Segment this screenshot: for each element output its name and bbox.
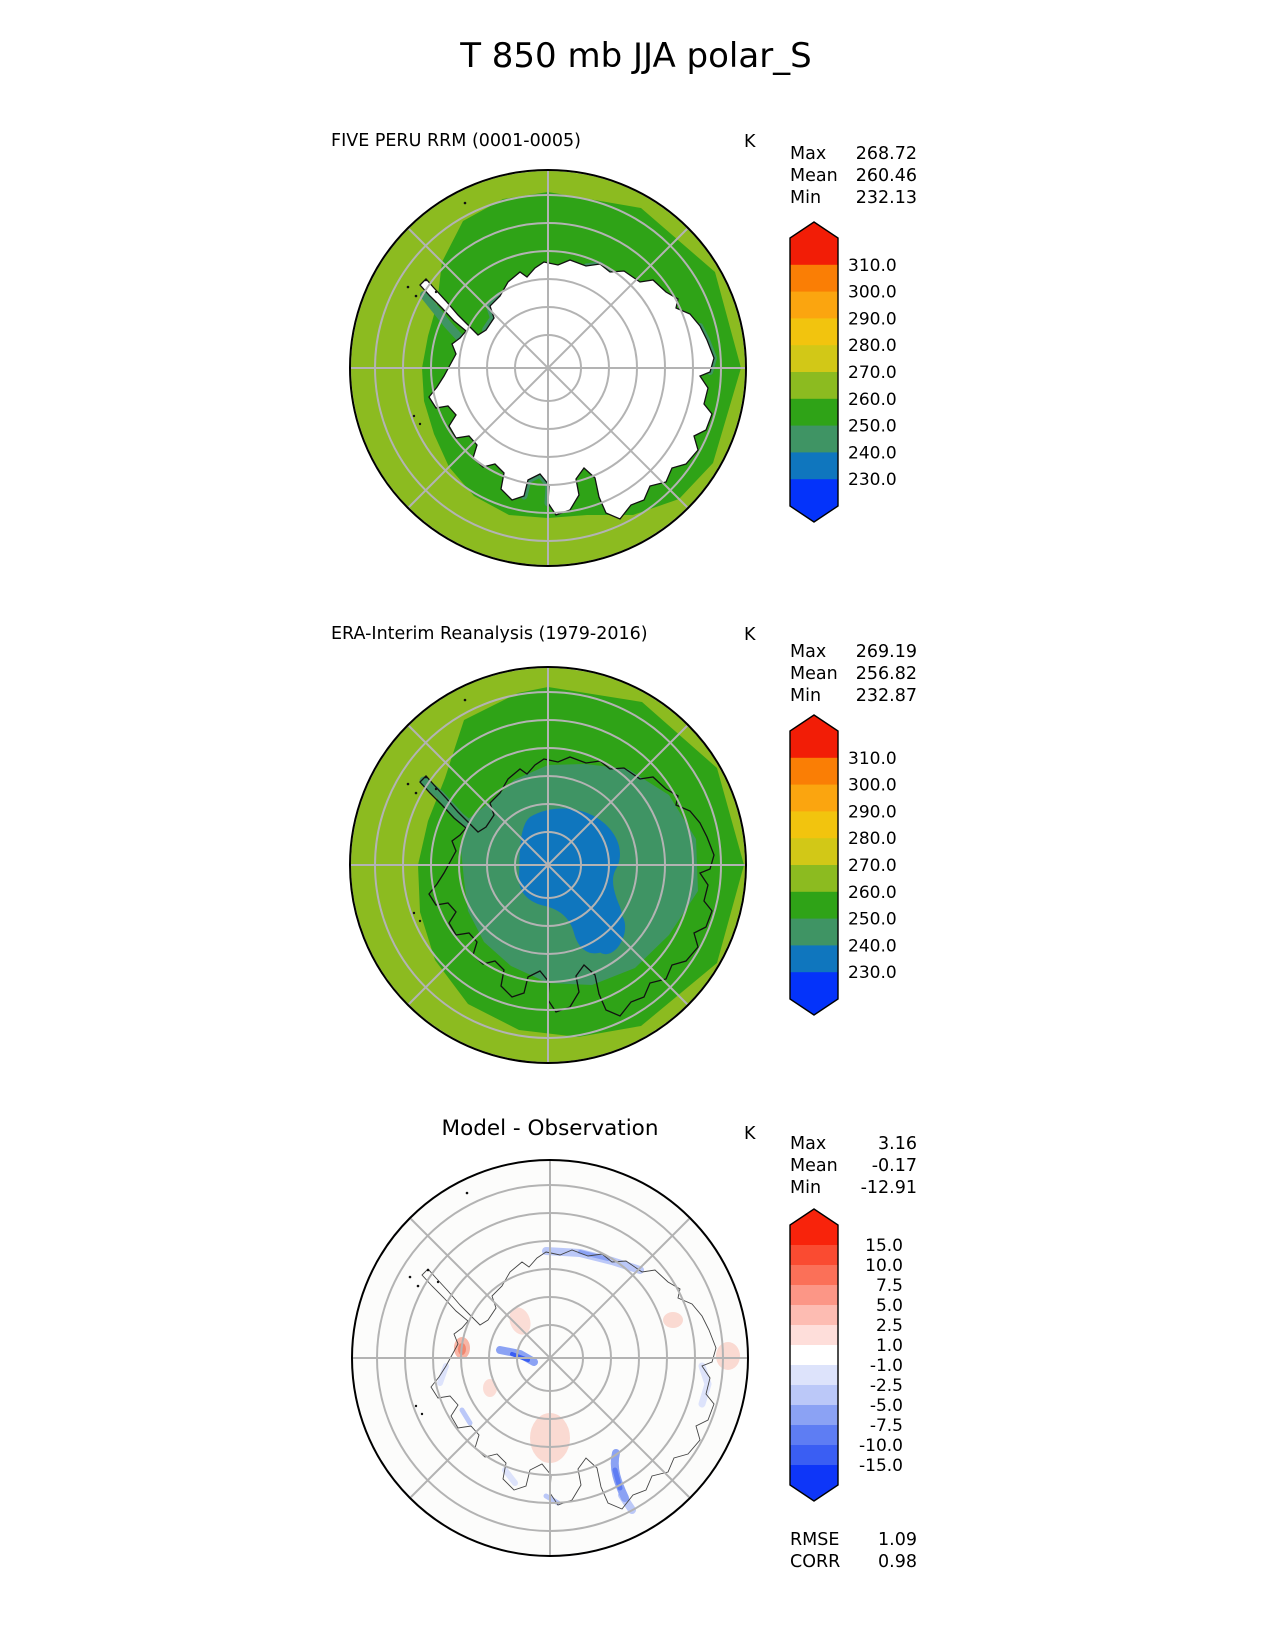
colorbar-segment bbox=[790, 972, 838, 999]
stat-row bbox=[790, 1133, 917, 1155]
stat-row bbox=[790, 1155, 917, 1177]
colorbar-tick-label: 240.0 bbox=[848, 936, 897, 957]
stat-label: Max bbox=[790, 1134, 827, 1154]
stat-row bbox=[790, 1529, 917, 1551]
stat-value: 1.09 bbox=[878, 1530, 917, 1550]
colorbar-segment bbox=[790, 1445, 838, 1466]
colorbar-segment bbox=[790, 865, 838, 892]
colorbar-tick-label: 260.0 bbox=[848, 882, 897, 903]
skill-scores-block bbox=[790, 1529, 917, 1573]
colorbar-tick-label: 250.0 bbox=[848, 416, 897, 437]
colorbar-tick-label: -1.0 bbox=[869, 1356, 903, 1376]
colorbar-tick-label: 250.0 bbox=[848, 909, 897, 930]
stat-row bbox=[790, 187, 917, 209]
colorbar-segment bbox=[790, 785, 838, 812]
colorbar-tick-label: 290.0 bbox=[848, 309, 897, 330]
colorbar-tick-label: 2.5 bbox=[875, 1316, 903, 1336]
colorbar-tick-label: -10.0 bbox=[859, 1436, 903, 1456]
stat-value: 3.16 bbox=[878, 1134, 917, 1154]
colorbar-segment bbox=[790, 1305, 838, 1326]
stat-row bbox=[790, 1177, 917, 1199]
colorbar-tick-label: 5.0 bbox=[875, 1296, 903, 1316]
stat-row bbox=[790, 641, 917, 663]
colorbar-segment bbox=[790, 318, 838, 345]
stat-value: 269.19 bbox=[855, 642, 917, 662]
panel-title-diff: Model - Observation bbox=[441, 1116, 659, 1141]
colorbar-arrow-bottom bbox=[790, 506, 838, 522]
graticule bbox=[352, 1160, 748, 1556]
colorbar-tick-label: 1.0 bbox=[875, 1336, 903, 1356]
colorbar-segment bbox=[790, 1405, 838, 1426]
colorbar-segment bbox=[790, 479, 838, 506]
colorbar-tick-label: 260.0 bbox=[848, 389, 897, 410]
stat-value: -0.17 bbox=[871, 1156, 917, 1176]
colorbar-tick-label: -2.5 bbox=[869, 1376, 903, 1396]
stat-row bbox=[790, 143, 917, 165]
colorbar-arrow-bottom bbox=[790, 999, 838, 1015]
colorbar-tick-label: 280.0 bbox=[848, 829, 897, 850]
colorbar-svg bbox=[789, 714, 919, 1018]
figure-title: T 850 mb JJA polar_S bbox=[460, 36, 812, 76]
stat-label: Min bbox=[790, 1178, 822, 1198]
colorbar-segment bbox=[790, 1285, 838, 1306]
stat-value: 232.87 bbox=[855, 686, 917, 706]
colorbar-svg bbox=[789, 1208, 919, 1504]
colorbar-arrow-top bbox=[790, 222, 838, 238]
colorbar-segment bbox=[790, 1425, 838, 1446]
units-label: K bbox=[744, 1124, 756, 1144]
colorbar-segment bbox=[790, 1385, 838, 1406]
stat-row bbox=[790, 165, 917, 187]
colorbar-tick-label: -5.0 bbox=[869, 1396, 903, 1416]
colorbar-tick-label: 230.0 bbox=[848, 470, 897, 491]
colorbar-tick-label: -7.5 bbox=[869, 1416, 903, 1436]
stat-row bbox=[790, 1551, 917, 1573]
colorbar-svg bbox=[789, 221, 919, 525]
stat-row bbox=[790, 685, 917, 707]
colorbar-segment bbox=[790, 892, 838, 919]
colorbar-segment bbox=[790, 1325, 838, 1346]
colorbar-segment bbox=[790, 945, 838, 972]
stat-value: 268.72 bbox=[855, 144, 917, 164]
colorbar-tick-label: 10.0 bbox=[865, 1256, 903, 1276]
colorbar-segment bbox=[790, 1245, 838, 1266]
colorbar-tick-label: 310.0 bbox=[848, 748, 897, 769]
panel-title-obs: ERA-Interim Reanalysis (1979-2016) bbox=[331, 624, 648, 644]
stats-block-obs bbox=[790, 641, 917, 707]
colorbar-tick-label: -15.0 bbox=[859, 1456, 903, 1476]
colorbar-tick-label: 240.0 bbox=[848, 443, 897, 464]
colorbar-arrow-bottom bbox=[790, 1485, 838, 1501]
colorbar-diff bbox=[789, 1208, 919, 1508]
colorbar-tick-label: 270.0 bbox=[848, 363, 897, 383]
colorbar-segment bbox=[790, 1365, 838, 1386]
stat-label: Min bbox=[790, 686, 822, 706]
map-panel-model bbox=[348, 168, 748, 568]
stat-row bbox=[790, 663, 917, 685]
colorbar-segment bbox=[790, 919, 838, 946]
colorbar-tick-label: 7.5 bbox=[875, 1276, 903, 1296]
stat-value: 0.98 bbox=[878, 1552, 917, 1572]
stats-block-diff bbox=[790, 1133, 917, 1199]
colorbar-segment bbox=[790, 265, 838, 292]
map-panel-diff bbox=[350, 1158, 750, 1558]
colorbar-tick-label: 290.0 bbox=[848, 802, 897, 823]
units-label: K bbox=[744, 625, 756, 645]
colorbar-tick-label: 300.0 bbox=[848, 282, 897, 303]
colorbar-model bbox=[789, 221, 919, 529]
stats-block-model bbox=[790, 143, 917, 209]
colorbar-segment bbox=[790, 372, 838, 399]
colorbar-tick-label: 310.0 bbox=[848, 255, 897, 276]
colorbar-segment bbox=[790, 1465, 838, 1486]
graticule bbox=[350, 170, 746, 566]
colorbar-arrow-top bbox=[790, 715, 838, 731]
colorbar-tick-label: 15.0 bbox=[865, 1236, 903, 1256]
stat-label: Min bbox=[790, 188, 822, 208]
stat-label: Max bbox=[790, 642, 827, 662]
stat-label: Mean bbox=[790, 166, 838, 186]
colorbar-segment bbox=[790, 1265, 838, 1286]
stat-label: Mean bbox=[790, 664, 838, 684]
colorbar-segment bbox=[790, 292, 838, 319]
stat-label: RMSE bbox=[790, 1530, 840, 1550]
units-label: K bbox=[744, 132, 756, 152]
colorbar-segment bbox=[790, 838, 838, 865]
colorbar-segment bbox=[790, 238, 838, 265]
colorbar-tick-label: 300.0 bbox=[848, 775, 897, 796]
colorbar-segment bbox=[790, 345, 838, 372]
colorbar-segment bbox=[790, 811, 838, 838]
map-panel-obs bbox=[348, 665, 748, 1065]
stat-value: 232.13 bbox=[855, 188, 917, 208]
stat-label: CORR bbox=[790, 1552, 841, 1572]
colorbar-segment bbox=[790, 426, 838, 453]
colorbar-segment bbox=[790, 1225, 838, 1246]
colorbar-segment bbox=[790, 731, 838, 758]
graticule bbox=[350, 667, 746, 1063]
colorbar-segment bbox=[790, 1345, 838, 1366]
stat-label: Max bbox=[790, 144, 827, 164]
colorbar-segment bbox=[790, 758, 838, 785]
colorbar-tick-label: 270.0 bbox=[848, 856, 897, 876]
colorbar-tick-label: 280.0 bbox=[848, 336, 897, 357]
colorbar-segment bbox=[790, 399, 838, 426]
colorbar-segment bbox=[790, 452, 838, 479]
panel-title-model: FIVE PERU RRM (0001-0005) bbox=[331, 131, 581, 151]
stat-value: 260.46 bbox=[855, 166, 917, 186]
stat-value: -12.91 bbox=[860, 1178, 917, 1198]
stat-label: Mean bbox=[790, 1156, 838, 1176]
colorbar-obs bbox=[789, 714, 919, 1022]
colorbar-tick-label: 230.0 bbox=[848, 963, 897, 984]
stat-value: 256.82 bbox=[855, 664, 917, 684]
colorbar-arrow-top bbox=[790, 1209, 838, 1225]
